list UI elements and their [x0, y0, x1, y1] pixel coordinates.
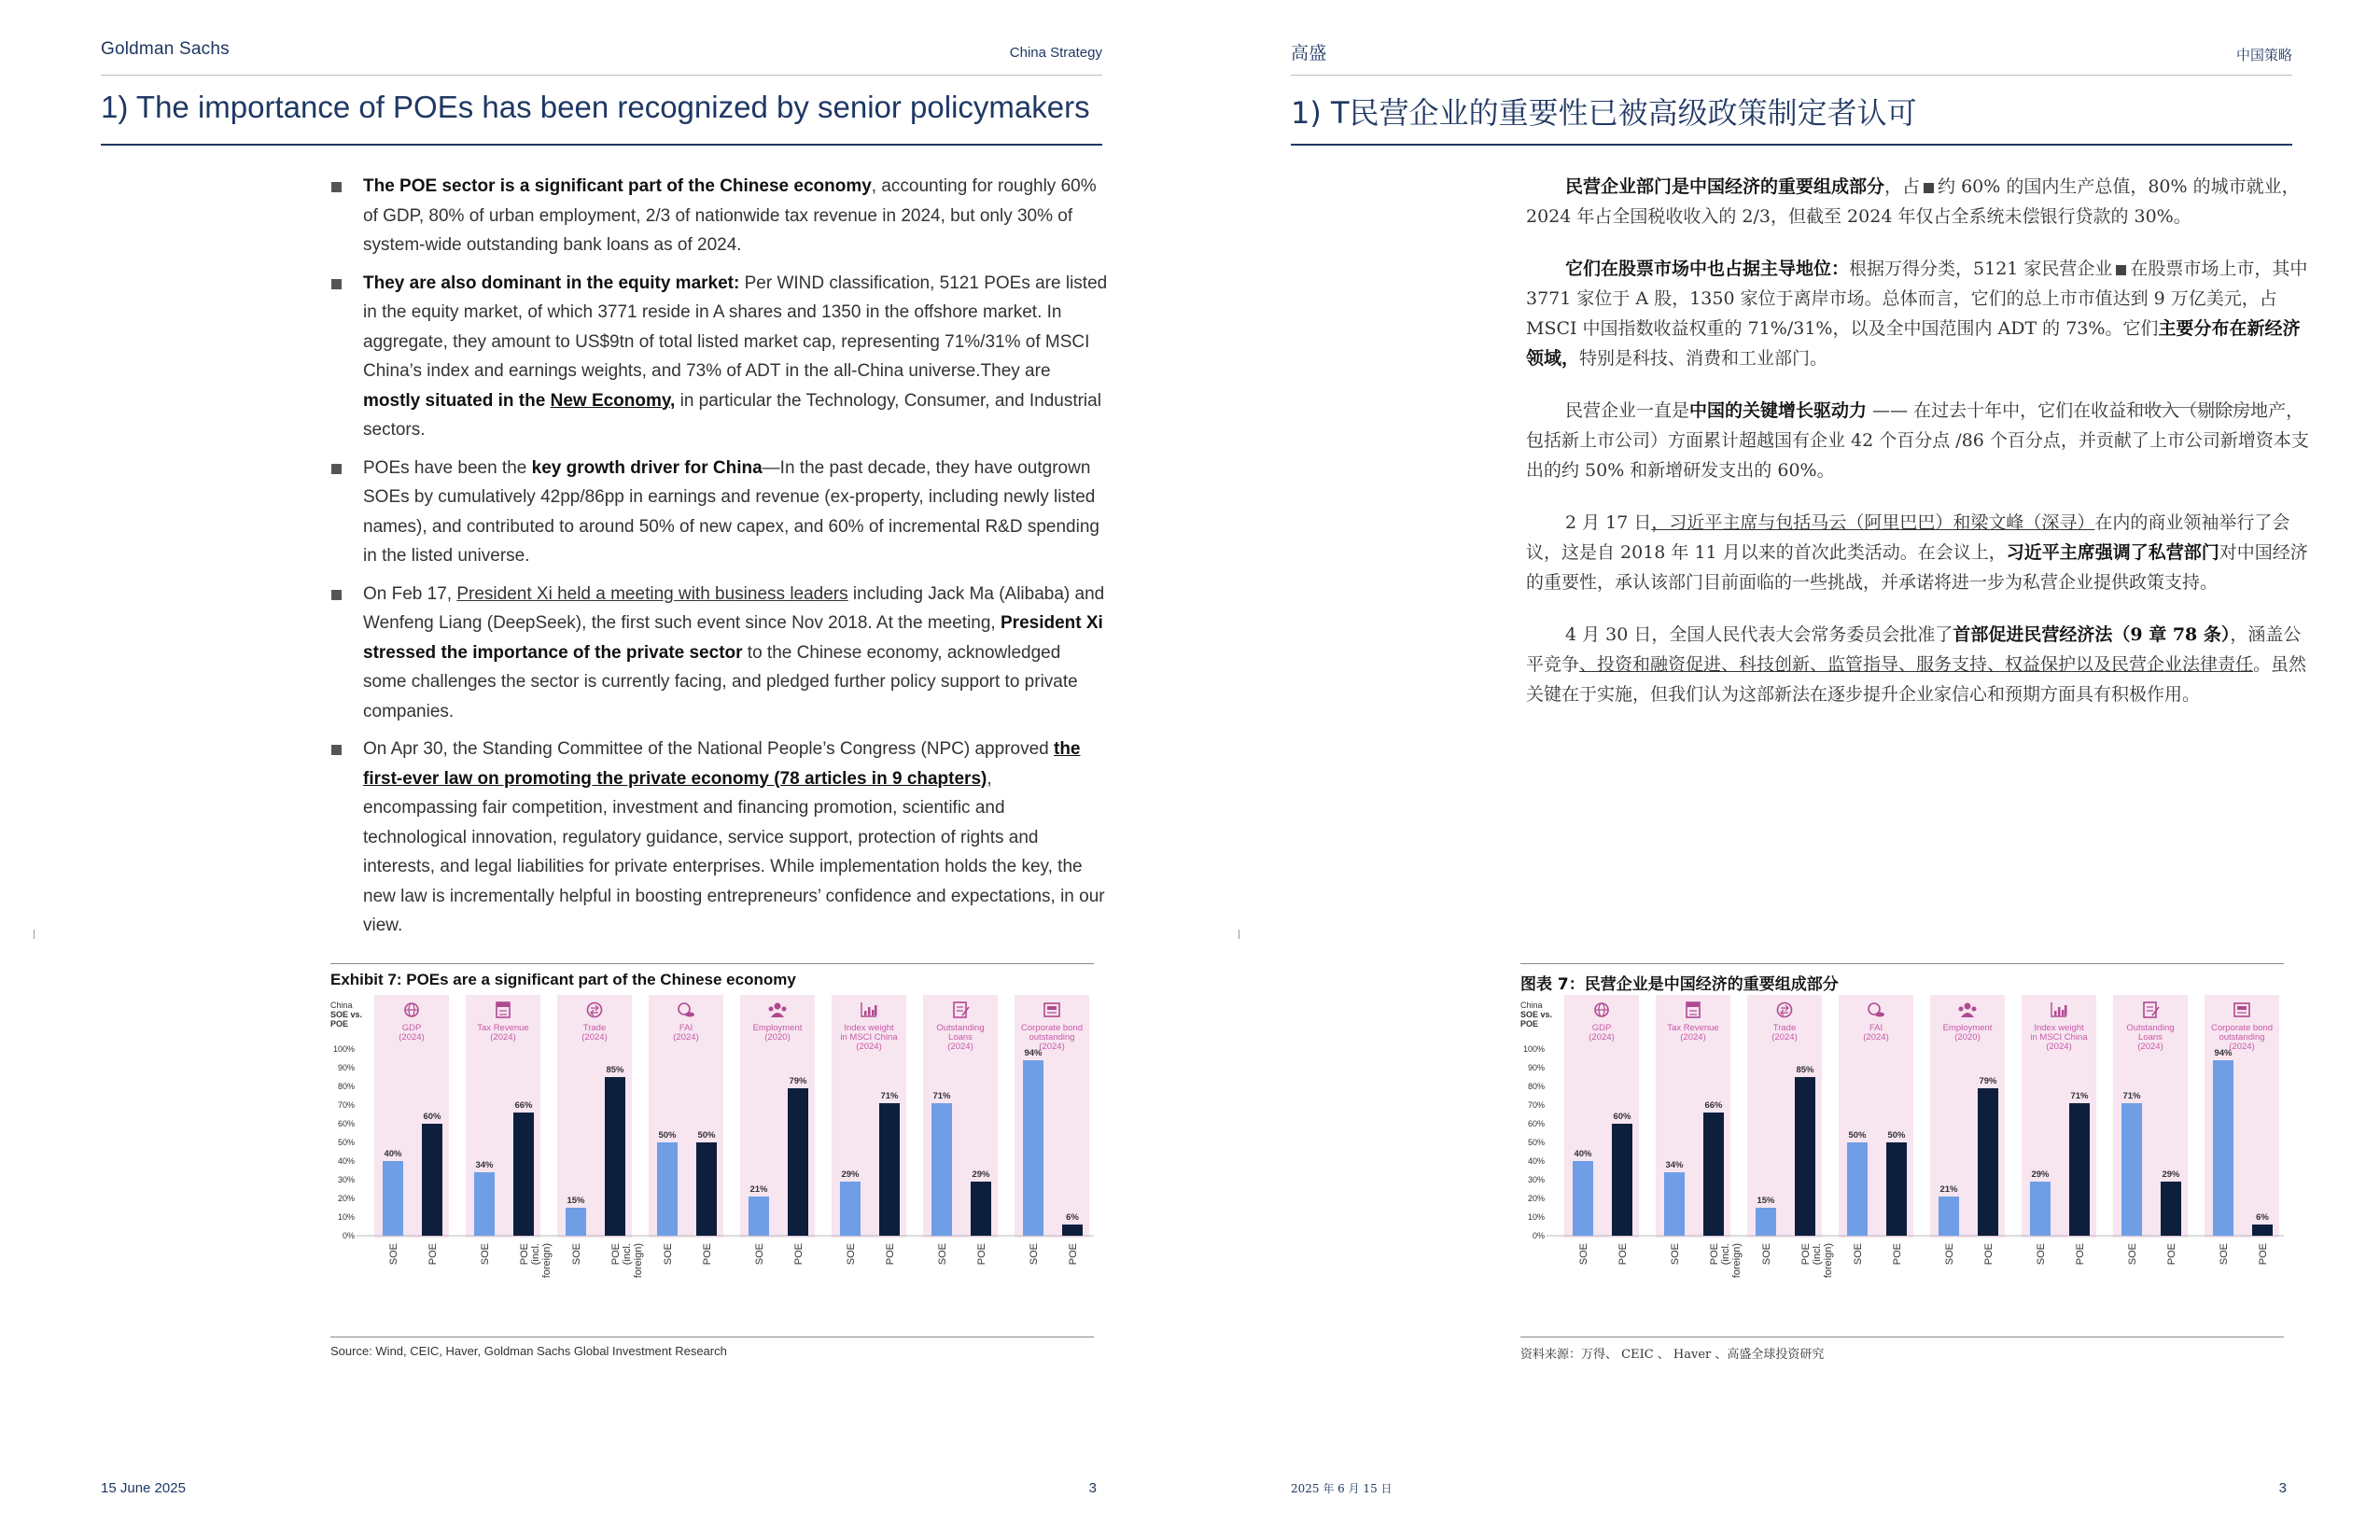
x-tick-label-line: foreign)	[1731, 1243, 1743, 1279]
y-tick-label: 100%	[1522, 1044, 1545, 1054]
y-tick-label: 30%	[337, 1175, 355, 1184]
bar-value-label: 50%	[1887, 1130, 1906, 1141]
poe-bar	[605, 1077, 625, 1236]
chart-corner-label: SOE vs.	[330, 1010, 363, 1019]
x-tick-label-line: SOE	[1029, 1243, 1040, 1266]
category-heading: outstanding	[1029, 1032, 1075, 1043]
category-heading: (2024)	[1039, 1042, 1065, 1052]
poe-bar	[1978, 1088, 1998, 1236]
x-tick-label-line: POE	[427, 1243, 439, 1266]
category-heading: (2024)	[1771, 1032, 1798, 1043]
bar-value-label: 40%	[384, 1149, 402, 1159]
source-note: Source: Wind, CEIC, Haver, Goldman Sachs Global Investment Research	[330, 1344, 727, 1358]
body-text: 4 月 30 日，全国人民代表大会常务委员会批准了	[1565, 624, 1953, 645]
bar-value-label: 6%	[2256, 1212, 2269, 1223]
x-tick-label	[2219, 1243, 2230, 1265]
bullet-square-icon	[331, 279, 342, 289]
category-heading: Index weight	[2034, 1023, 2084, 1033]
x-tick-label	[663, 1243, 674, 1265]
x-tick-label-line: SOE	[937, 1243, 948, 1266]
category-heading: (2024)	[581, 1032, 608, 1043]
body-text: ，习近平主席与包括马云（阿里巴巴）和梁文峰（深寻）	[1651, 512, 2095, 533]
category-heading: Employment	[1942, 1023, 1993, 1033]
bullet-square-icon	[331, 745, 342, 755]
body-text: On Feb 17,	[363, 583, 457, 604]
x-tick-label-line: POE	[1068, 1243, 1079, 1266]
x-tick-label-line: foreign)	[541, 1243, 553, 1279]
bar-value-label: 71%	[2070, 1091, 2089, 1101]
y-tick-label: 10%	[1527, 1212, 1545, 1222]
x-tick-label	[1068, 1243, 1079, 1265]
emphasis-text: 习近平主席强调了私营部门	[2006, 542, 2219, 563]
poe-bar	[1795, 1077, 1815, 1236]
x-tick-label	[885, 1243, 896, 1265]
x-tick-label-line: POE	[2166, 1243, 2177, 1266]
chart-corner-label: China	[1520, 1001, 1543, 1010]
category-heading: (2024)	[490, 1032, 516, 1043]
poe-bar	[788, 1088, 808, 1236]
bar-value-label: 60%	[1613, 1112, 1631, 1122]
soe-bar	[1023, 1060, 1043, 1236]
x-tick-label-line: SOE	[846, 1243, 857, 1266]
x-tick-label-line: foreign)	[633, 1243, 644, 1279]
page-title: 1) The importance of POEs has been recognized by senior policymakers	[101, 90, 1090, 124]
category-heading: (2024)	[1680, 1032, 1706, 1043]
y-tick-label: 0%	[1532, 1231, 1545, 1240]
body-text: 2 月 17 日	[1565, 512, 1652, 533]
x-tick-label	[1853, 1243, 1864, 1265]
category-heading: Index weight	[844, 1023, 894, 1033]
x-tick-label	[2166, 1243, 2177, 1265]
x-tick-label	[1029, 1243, 1040, 1265]
x-tick-label	[2127, 1243, 2138, 1265]
header-divider-cn	[1291, 75, 2292, 76]
chart-corner-label: POE	[330, 1019, 349, 1029]
x-tick-label-line: SOE	[2219, 1243, 2230, 1266]
body-text: President Xi held a meeting with business leaders	[456, 583, 848, 604]
emphasis-text: 首部促进民营经济法（9 章 78 条）	[1953, 624, 2231, 645]
paragraph	[1526, 254, 2310, 373]
soe-bar	[2121, 1103, 2142, 1236]
y-tick-label: 50%	[1527, 1138, 1545, 1147]
soe-bar	[657, 1142, 678, 1236]
bar-value-label: 50%	[1848, 1130, 1867, 1141]
x-tick-label-line: POE	[1983, 1243, 1995, 1266]
x-tick-label	[480, 1243, 491, 1265]
square-marker	[1924, 183, 1934, 193]
emphasis-text: President Xi stressed the importance of the private sector	[363, 613, 1103, 663]
bar-value-label: 34%	[1665, 1160, 1684, 1170]
x-tick-label-line: POE	[1892, 1243, 1903, 1266]
source-note-cn: 资料来源：万得、 CEIC 、 Haver 、高盛全球投资研究	[1520, 1348, 1825, 1362]
body-text: 、投资和融资促进、科技创新、监管指导、服务支持、权益保护以及民营企业法律责任	[1579, 654, 2254, 675]
exhibit-title-cn: 图表 7：民营企业是中国经济的重要组成部分	[1520, 975, 1839, 994]
body-text: 。虽然关键在于实施，但我们认为这部新法在逐步提升企业家信心和预期方面具有积极作用。	[1526, 654, 2307, 705]
chinese-body-text	[1526, 172, 2310, 732]
y-tick-label: 90%	[337, 1063, 355, 1072]
emphasis-text: 民营企业部门是中国经济的重要组成部分	[1565, 176, 1885, 197]
bar-value-label: 15%	[567, 1196, 585, 1206]
x-tick-label	[793, 1243, 805, 1265]
x-tick-label-line: POE	[1617, 1243, 1629, 1266]
x-tick-label	[519, 1243, 553, 1278]
emphasis-text: The POE sector is a significant part of the Chinese economy	[363, 176, 872, 196]
poe-share-chart	[329, 995, 1094, 1335]
x-tick-label-line: (incl.	[1720, 1243, 1731, 1266]
x-tick-label	[976, 1243, 987, 1265]
page-number-cn: 3	[2278, 1480, 2287, 1496]
category-heading: (2024)	[673, 1032, 699, 1043]
x-tick-label-line: foreign)	[1823, 1243, 1834, 1279]
x-tick-label-line: POE	[1800, 1243, 1812, 1266]
soe-bar	[1756, 1208, 1776, 1236]
bar-value-label: 21%	[1939, 1184, 1958, 1195]
category-heading: (2024)	[947, 1042, 973, 1052]
paragraph	[1526, 396, 2310, 485]
category-heading: (2024)	[2229, 1042, 2255, 1052]
x-tick-label-line: SOE	[663, 1243, 674, 1266]
bar-value-label: 66%	[514, 1100, 533, 1111]
body-text: —In the past decade, they have outgrown SOEs by cumulatively 42pp/86pp in earnings and revenue (ex-property, including newly listed names), and contributed to around 50% of new capex, and 60% of incremental R&D spending in the listed universe.	[363, 457, 1099, 566]
bar-value-label: 29%	[841, 1169, 860, 1180]
chart-corner-label: China	[330, 1001, 353, 1010]
title-divider	[101, 144, 1102, 146]
y-tick-label: 60%	[337, 1119, 355, 1128]
y-tick-label: 70%	[1527, 1100, 1545, 1110]
y-tick-label: 80%	[337, 1082, 355, 1091]
poe-bar	[513, 1113, 534, 1236]
body-text: , encompassing fair competition, investment and financing promotion, scientific and technological innovation, regulatory guidance, service support, protection of rights and interests, and legal liabilities for private enterprises. While implementation holds the key, the new law is incrementally helpful in boosting entrepreneurs’ confidence and expectations, in our view.	[363, 768, 1105, 935]
y-tick-label: 20%	[1527, 1194, 1545, 1203]
header-divider	[101, 75, 1102, 76]
x-tick-label-line: POE	[885, 1243, 896, 1266]
section-name-cn: 中国策略	[2235, 47, 2292, 63]
bar-value-label: 21%	[749, 1184, 768, 1195]
footer-date-cn: 2025 年 6 月 15 日	[1291, 1482, 1393, 1495]
x-tick-label	[702, 1243, 713, 1265]
soe-bar	[840, 1182, 861, 1236]
soe-bar	[474, 1172, 495, 1236]
soe-bar	[1939, 1197, 1959, 1236]
footer-date: 15 June 2025	[101, 1480, 186, 1496]
bar-value-label: 40%	[1574, 1149, 1592, 1159]
x-tick-label	[2075, 1243, 2086, 1265]
body-text: 对中国经济的重要性，承认该部门目前面临的一些挑战，并承诺将进一步为私营企业提供政策支持。	[1526, 542, 2308, 593]
y-tick-label: 60%	[1527, 1119, 1545, 1128]
soe-bar	[566, 1208, 586, 1236]
bar-value-label: 71%	[880, 1091, 899, 1101]
body-text: , accounting for roughly 60% of GDP, 80% of urban employment, 2/3 of nationwide tax revenue in 2024, but only 30% of system-wide outstanding bank loans as of 2024.	[363, 176, 1097, 255]
x-tick-label	[388, 1243, 399, 1265]
category-heading: (2024)	[2137, 1042, 2163, 1052]
poe-bar	[696, 1142, 717, 1236]
bar-value-label: 50%	[658, 1130, 677, 1141]
page-title-cn: 1) T民营企业的重要性已被高级政策制定者认可	[1291, 95, 1917, 131]
poe-bar	[2161, 1182, 2181, 1236]
body-text: ，涵盖公平竞争	[1526, 624, 2302, 675]
bullet-square-icon	[331, 464, 342, 474]
soe-bar	[749, 1197, 769, 1236]
soe-bar	[1847, 1142, 1868, 1236]
emphasis-text: 它们在股票市场中也占据主导地位：	[1565, 259, 1850, 279]
x-tick-label	[937, 1243, 948, 1265]
margin-tick	[34, 930, 35, 939]
bar-value-label: 79%	[1979, 1076, 1997, 1086]
category-heading: Outstanding	[936, 1023, 985, 1033]
y-tick-label: 20%	[337, 1194, 355, 1203]
exhibit-chart-cn	[1519, 995, 2284, 1335]
paragraph	[1526, 172, 2310, 231]
body-text: 约 60% 的国内生产总值，80% 的城市就业，2024 年占全国税收收入的 2/3，但截至 2024 年仅占全系统未偿银行贷款的 30%。	[1526, 176, 2300, 227]
emphasis-text: the first-ever law on promoting the private economy (78 articles in 9 chapters)	[363, 739, 1081, 789]
x-tick-label-line: POE	[519, 1243, 530, 1266]
bullet-item	[331, 269, 1108, 445]
x-tick-label-line: (incl.	[1812, 1243, 1823, 1266]
category-heading: Trade	[582, 1023, 607, 1033]
soe-bar	[1573, 1161, 1593, 1236]
bar-value-label: 50%	[697, 1130, 716, 1141]
y-tick-label: 40%	[337, 1156, 355, 1166]
category-heading: (2020)	[1954, 1032, 1981, 1043]
y-tick-label: 80%	[1527, 1082, 1545, 1091]
x-tick-label	[2258, 1243, 2269, 1265]
bar-value-label: 6%	[1066, 1212, 1079, 1223]
bullet-list	[331, 172, 1108, 949]
x-tick-label-line: (incl.	[530, 1243, 541, 1266]
body-text: 在内的商业领袖举行了会议，这是自 2018 年 11 月以来的首次此类活动。在会议上，	[1526, 512, 2290, 563]
x-tick-label	[754, 1243, 765, 1265]
y-tick-label: 90%	[1527, 1063, 1545, 1072]
chart-corner-label: SOE vs.	[1520, 1010, 1553, 1019]
bar-value-label: 15%	[1757, 1196, 1775, 1206]
poe-bar	[1886, 1142, 1907, 1236]
chart-corner-label: POE	[1520, 1019, 1539, 1029]
poe-share-chart-cn	[1519, 995, 2284, 1335]
category-heading: Employment	[752, 1023, 803, 1033]
x-tick-label	[1944, 1243, 1955, 1265]
category-heading: (2024)	[2046, 1042, 2072, 1052]
emphasis-text: 主要分布在新经济领域，	[1526, 318, 2301, 369]
body-text: 根据万得分类，5121 家民营企业	[1849, 259, 2113, 279]
exhibit-top-rule	[330, 963, 1094, 964]
category-heading: GDP	[401, 1023, 422, 1033]
bar-value-label: 60%	[423, 1112, 441, 1122]
x-tick-label-line: SOE	[2036, 1243, 2047, 1266]
category-heading: (2020)	[764, 1032, 791, 1043]
body-text: ，占	[1884, 176, 1921, 197]
bar-value-label: 34%	[475, 1160, 494, 1170]
x-tick-label	[1709, 1243, 1743, 1278]
exhibit-chart	[329, 995, 1094, 1335]
poe-bar	[1062, 1225, 1083, 1236]
x-tick-label	[1800, 1243, 1834, 1278]
y-tick-label: 100%	[332, 1044, 355, 1054]
category-heading: FAI	[1869, 1023, 1883, 1033]
square-marker	[2116, 265, 2126, 275]
x-tick-label-line: SOE	[571, 1243, 582, 1266]
category-heading: Tax Revenue	[477, 1023, 529, 1033]
short-rule	[2126, 407, 2261, 408]
category-heading: in MSCI China	[2030, 1032, 2088, 1043]
soe-bar	[1664, 1172, 1685, 1236]
category-heading: in MSCI China	[840, 1032, 898, 1043]
brand-name: Goldman Sachs	[101, 39, 230, 59]
category-heading: Loans	[948, 1032, 973, 1043]
poe-bar	[422, 1124, 442, 1236]
category-heading: (2024)	[399, 1032, 425, 1043]
x-tick-label-line: SOE	[388, 1243, 399, 1266]
y-tick-label: 40%	[1527, 1156, 1545, 1166]
emphasis-text: New Economy,	[550, 390, 676, 411]
chinese-page	[1190, 0, 2380, 1540]
category-heading: GDP	[1591, 1023, 1612, 1033]
x-tick-label-line: SOE	[480, 1243, 491, 1266]
x-tick-label-line: POE	[1709, 1243, 1720, 1266]
category-heading: outstanding	[2219, 1032, 2265, 1043]
y-tick-label: 0%	[342, 1231, 355, 1240]
category-heading: Corporate bond	[2210, 1023, 2274, 1033]
x-tick-label-line: POE	[702, 1243, 713, 1266]
bar-value-label: 29%	[2031, 1169, 2050, 1180]
category-heading: (2024)	[856, 1042, 882, 1052]
poe-bar	[2252, 1225, 2273, 1236]
poe-bar	[2069, 1103, 2090, 1236]
body-text: 在股票市场上市，其中 3771 家位于 A 股，1350 家位于离岸市场。总体而言，它们的总上市市值达到 9 万亿美元，占 MSCI 中国指数收益权重的 71%/31%，以及全中国范围内 ADT 的 73%。它们	[1526, 259, 2308, 339]
body-text: in particular the Technology, Consumer, and Industrial sectors.	[363, 390, 1101, 440]
soe-bar	[383, 1161, 403, 1236]
category-heading: Loans	[2138, 1032, 2163, 1043]
x-tick-label-line: SOE	[754, 1243, 765, 1266]
bar-value-label: 29%	[2162, 1169, 2180, 1180]
y-tick-label: 10%	[337, 1212, 355, 1222]
body-text: On Apr 30, the Standing Committee of the National People’s Congress (NPC) approved	[363, 739, 1054, 759]
body-text: 特别是科技、消费和工业部门。	[1579, 348, 1828, 369]
category-heading: Corporate bond	[1020, 1023, 1084, 1033]
category-heading: (2024)	[1589, 1032, 1615, 1043]
poe-bar	[1612, 1124, 1632, 1236]
body-text: —— 在过去十年中，它们在收益和收入（剔除房地产，包括新上市公司）方面累计超越国有企业 42 个百分点 /86 个百分点，并贡献了上市公司新增资本支出的约 50% 和新增研发支出的 60%。	[1526, 400, 2309, 481]
soe-bar	[2030, 1182, 2051, 1236]
x-tick-label-line: SOE	[1578, 1243, 1589, 1266]
soe-bar	[931, 1103, 952, 1236]
body-text: POEs have been the	[363, 457, 532, 478]
bar-value-label: 94%	[2214, 1048, 2233, 1058]
category-heading: Trade	[1772, 1023, 1797, 1033]
x-tick-label	[1617, 1243, 1629, 1265]
x-tick-label	[610, 1243, 644, 1278]
x-tick-label	[1578, 1243, 1589, 1265]
poe-bar	[879, 1103, 900, 1236]
x-tick-label	[1761, 1243, 1772, 1265]
page-number: 3	[1088, 1480, 1097, 1496]
x-tick-label-line: SOE	[1853, 1243, 1864, 1266]
paragraph	[1526, 508, 2310, 597]
x-tick-label-line: SOE	[1761, 1243, 1772, 1266]
bar-value-label: 29%	[972, 1169, 990, 1180]
x-tick-label-line: POE	[793, 1243, 805, 1266]
y-tick-label: 30%	[1527, 1175, 1545, 1184]
bullet-square-icon	[331, 590, 342, 600]
body-text: Per WIND classification, 5121 POEs are listed in the equity market, of which 3771 reside in A shares and 1350 in the offshore market. In aggregate, they amount to US$9tn of total listed market cap, representing 71%/31% of MSCI China’s index and earnings weights, and 73% of ADT in the all-China universe.They are	[363, 273, 1108, 381]
bar-value-label: 94%	[1024, 1048, 1043, 1058]
bullet-square-icon	[331, 182, 342, 192]
category-heading: (2024)	[1863, 1032, 1889, 1043]
title-divider-cn	[1291, 144, 2292, 146]
body-text: 民营企业一直是	[1565, 400, 1690, 421]
category-heading: Tax Revenue	[1667, 1023, 1719, 1033]
y-tick-label: 70%	[337, 1100, 355, 1110]
x-tick-label-line: SOE	[2127, 1243, 2138, 1266]
body-text: including Jack Ma (Alibaba) and Wenfeng Liang (DeepSeek), the first such event since Nov 2018. At the meeting,	[363, 583, 1105, 633]
x-tick-label-line: POE	[2258, 1243, 2269, 1266]
paragraph	[1526, 620, 2310, 709]
x-tick-label-line: SOE	[1670, 1243, 1681, 1266]
section-name: China Strategy	[1009, 45, 1102, 61]
emphasis-text: key growth driver for China	[531, 457, 763, 478]
poe-bar	[1703, 1113, 1724, 1236]
exhibit-top-rule-cn	[1520, 963, 2284, 964]
emphasis-text: mostly situated in the	[363, 390, 551, 411]
x-tick-label	[427, 1243, 439, 1265]
x-tick-label	[1892, 1243, 1903, 1265]
x-tick-label-line: POE	[610, 1243, 622, 1266]
emphasis-text: They are also dominant in the equity market:	[363, 273, 740, 293]
category-heading: FAI	[679, 1023, 693, 1033]
bullet-item	[331, 580, 1108, 727]
bar-value-label: 79%	[789, 1076, 807, 1086]
bar-value-label: 71%	[932, 1091, 951, 1101]
x-tick-label-line: POE	[976, 1243, 987, 1266]
soe-bar	[2213, 1060, 2233, 1236]
x-tick-label	[2036, 1243, 2047, 1265]
bar-value-label: 71%	[2122, 1091, 2141, 1101]
x-tick-label	[1670, 1243, 1681, 1265]
x-tick-label-line: (incl.	[622, 1243, 633, 1266]
x-tick-label	[846, 1243, 857, 1265]
bar-value-label: 66%	[1704, 1100, 1723, 1111]
exhibit-title: Exhibit 7: POEs are a significant part of the Chinese economy	[330, 971, 796, 988]
x-tick-label	[1983, 1243, 1995, 1265]
y-tick-label: 50%	[337, 1138, 355, 1147]
x-tick-label-line: SOE	[1944, 1243, 1955, 1266]
bullet-item	[331, 172, 1108, 260]
x-tick-label	[571, 1243, 582, 1265]
body-text: to the Chinese economy, acknowledged some challenges the sector is currently facing, and pledged further policy support to private companies.	[363, 642, 1078, 721]
bar-value-label: 85%	[606, 1065, 624, 1075]
brand-name-cn: 高盛	[1291, 43, 1327, 63]
x-tick-label-line: POE	[2075, 1243, 2086, 1266]
bullet-item	[331, 735, 1108, 941]
emphasis-text: 中国的关键增长驱动力	[1689, 400, 1868, 421]
poe-bar	[971, 1182, 991, 1236]
bullet-item	[331, 454, 1108, 571]
category-heading: Outstanding	[2126, 1023, 2175, 1033]
bar-value-label: 85%	[1796, 1065, 1814, 1075]
